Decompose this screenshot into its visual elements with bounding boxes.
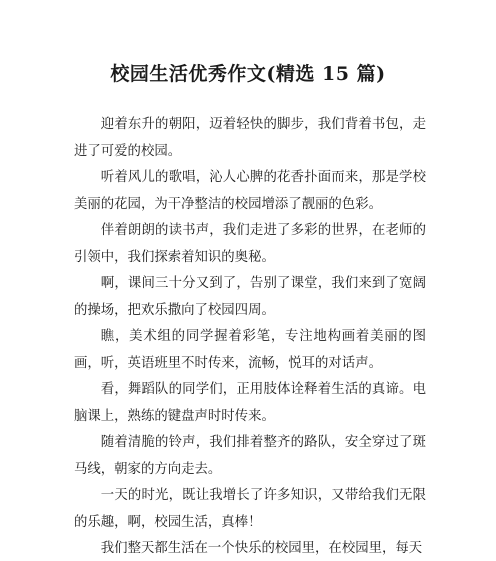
paragraph-8: 一天的时光，既让我增长了许多知识，又带给我们无限的乐趣，啊，校园生活，真棒！	[74, 488, 426, 530]
document-title: 校园生活优秀作文(精选 15 篇)	[110, 63, 386, 85]
paragraph-5: 瞧，美术组的同学握着彩笔，专注地构画着美丽的图画，听，英语班里不时传来，流畅，悦耳的对话声。	[74, 329, 426, 371]
paragraph-3: 伴着朗朗的读书声，我们走进了多彩的世界，在老师的引领中，我们探索着知识的奥秘。	[74, 223, 426, 265]
paragraph-2: 听着风儿的歌唱，沁人心脾的花香扑面而来，那是学校美丽的花园，为干净整洁的校园增添了靓丽的色彩。	[74, 170, 426, 212]
paragraph-6: 看，舞蹈队的同学们，正用肢体诠释着生活的真谛。电脑课上，熟练的键盘声时时传来。	[74, 382, 426, 424]
paragraph-9: 我们整天都生活在一个快乐的校园里，在校园里，每天	[100, 541, 423, 556]
document-body	[74, 112, 426, 561]
paragraph-1: 迎着东升的朝阳，迈着轻快的脚步，我们背着书包，走进了可爱的校园。	[74, 117, 426, 159]
paragraph-4: 啊，课间三十分又到了，告别了课堂，我们来到了宽阔的操场，把欢乐撒向了校园四周。	[74, 276, 426, 318]
paragraph-7: 随着清脆的铃声，我们排着整齐的路队，安全穿过了斑马线，朝家的方向走去。	[74, 435, 426, 477]
